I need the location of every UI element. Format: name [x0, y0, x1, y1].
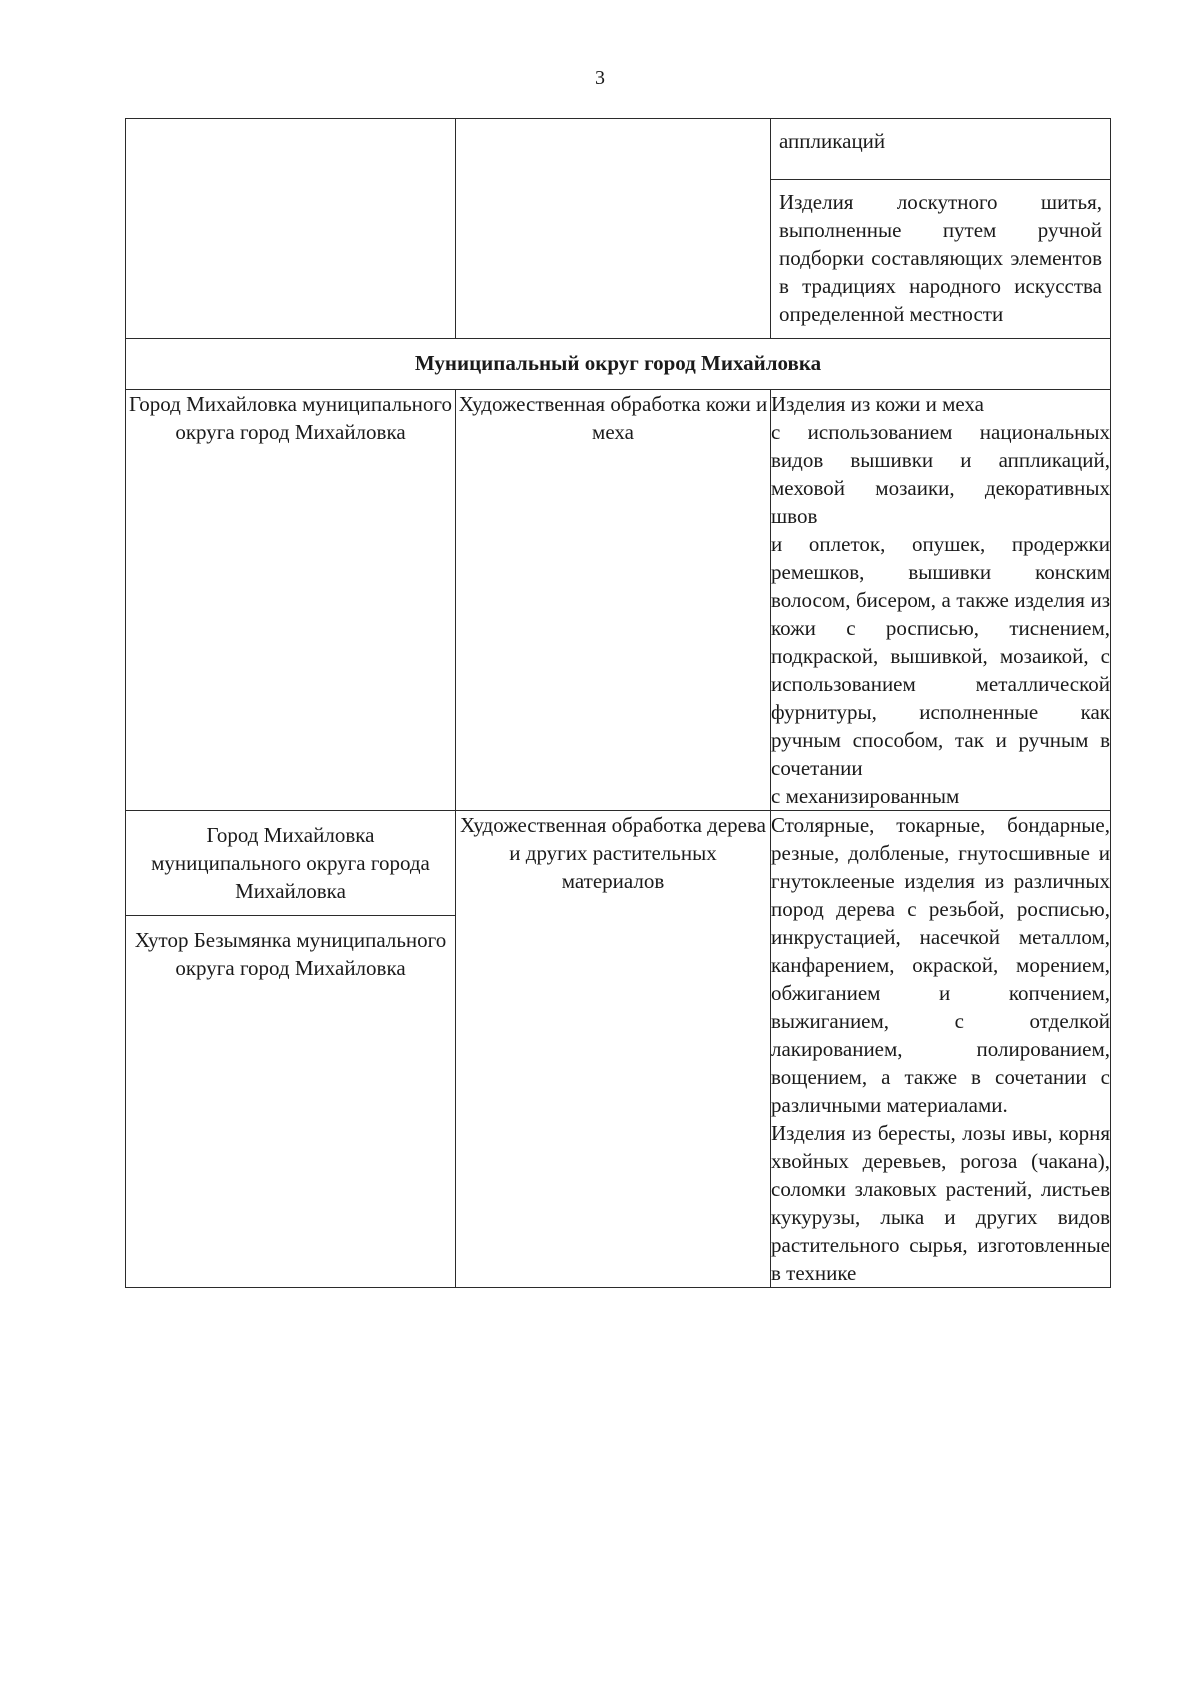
products-text-part: аппликаций [771, 119, 1110, 180]
products-cell [771, 119, 1111, 339]
craft-type-cell: Художественная обработка кожи и меха [456, 390, 771, 811]
empty-cell [456, 119, 771, 339]
table-row [126, 119, 1111, 339]
locality-text: Хутор Безымянка муниципального округа город Михайловка [126, 915, 455, 992]
locality-cell [126, 811, 456, 1288]
table-row [126, 339, 1111, 390]
table-row [126, 811, 1111, 1288]
region-heading: Муниципальный округ город Михайловка [126, 339, 1111, 390]
craft-type-cell: Художественная обработка дерева и других растительных материалов [456, 811, 771, 1288]
empty-cell [126, 119, 456, 339]
page-number: 3 [595, 67, 605, 89]
products-text: Столярные, токарные, бондарные, резные, долбленые, гнутосшивные и гнутоклееные изделия из различных пород дерева с резьбой, росписью, инкрустацией, насечкой металлом, канфарением, окраской, морением, обжиганием и копчением, выжиганием, с отделкой лакированием, полированием, вощением, а также в сочетании с различными материалами. Изделия из бересты, лозы ивы, корня хвойных деревьев, рогоза (чакана), соломки злаковых растений, листьев кукурузы, лыка и других видов растительного сырья, изготовленные в технике [771, 811, 1111, 1288]
products-text: Изделия лоскутного шитья, выполненные путем ручной подборки составляющих элементов в традициях народного искусства определенной местности [779, 190, 1102, 326]
products-text: Изделия из кожи и меха с использованием национальных видов вышивки и аппликаций, меховой мозаики, декоративных швов и оплеток, опушек, продержки ремешков, вышивки конским волосом, бисером, а также изделия из кожи с росписью, тиснением, подкраской, вышивкой, мозаикой, с использованием металлической фурнитуры, исполненные как ручным способом, так и ручным в сочетании с механизированным [771, 390, 1111, 811]
table-row [126, 390, 1111, 811]
crafts-table [125, 118, 1111, 1288]
locality-text: Город Михайловка муниципального округа города Михайловка [151, 823, 430, 903]
locality-cell: Город Михайловка муниципального округа город Михайловка [126, 390, 456, 811]
